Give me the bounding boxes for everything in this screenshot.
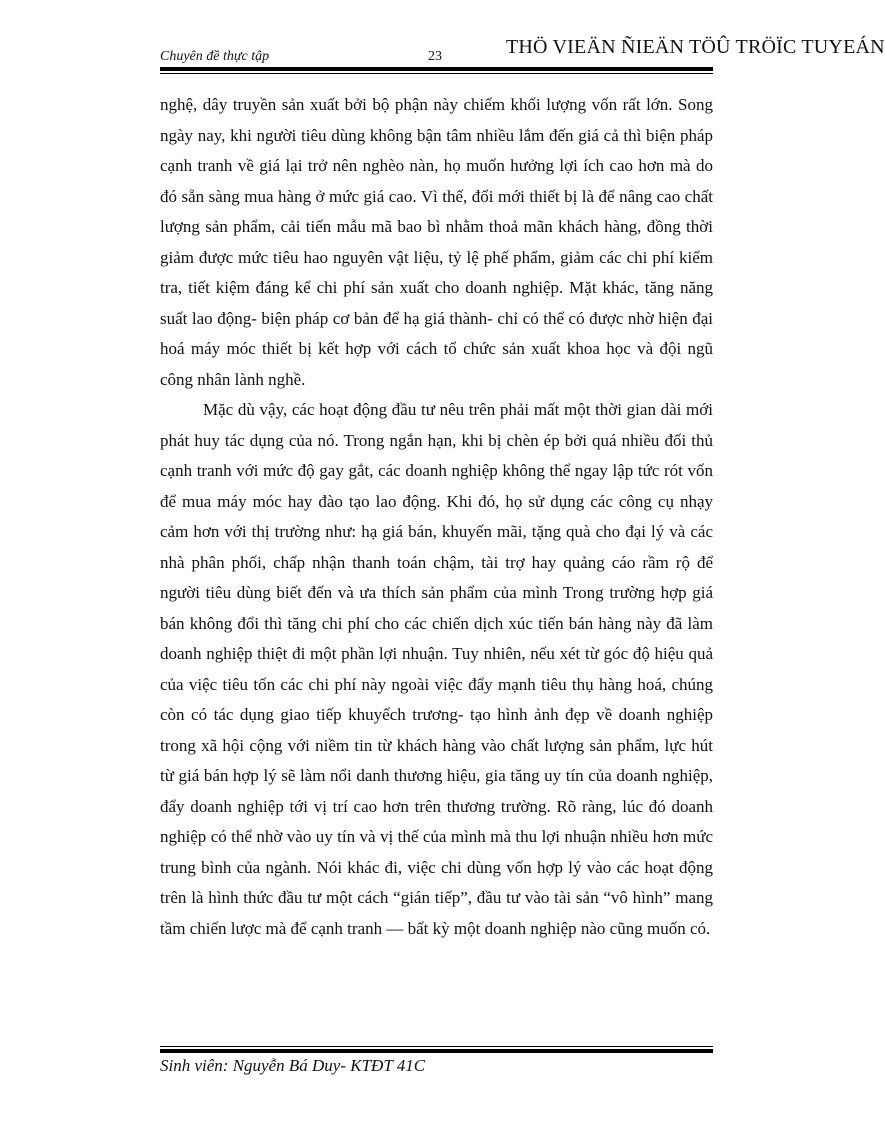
body-text (160, 90, 713, 944)
header-rule-thick (160, 67, 713, 71)
body-paragraph-2: Mặc dù vậy, các hoạt động đầu tư nêu trên phải mất một thời gian dài mới phát huy tác dụng của nó. Trong ngắn hạn, khi bị chèn ép bởi quá nhiều đối thủ cạnh tranh với mức độ gay gắt, các doanh nghiệp không thể ngay lập tức rót vốn để mua máy móc hay đào tạo lao động. Khi đó, họ sử dụng các công cụ nhạy cảm hơn với thị trường như: hạ giá bán, khuyến mãi, tặng quà cho đại lý và các nhà phân phối, chấp nhận thanh toán chậm, tài trợ hay quảng cáo rầm rộ để người tiêu dùng biết đến và ưa thích sản phẩm của mình Trong trường hợp giá bán không đổi thì tăng chi phí cho các chiến dịch xúc tiến bán hàng này đã làm doanh nghiệp thiệt đi một phần lợi nhuận. Tuy nhiên, nếu xét từ góc độ hiệu quả của việc tiêu tốn các chi phí này ngoài việc đẩy mạnh tiêu thụ hàng hoá, chúng còn có tác dụng giao tiếp khuyếch trương- tạo hình ảnh đẹp về doanh nghiệp trong xã hội cộng với niềm tin từ khách hàng vào chất lượng sản phẩm, lực hút từ giá bán hợp lý sẽ làm nổi danh thương hiệu, gia tăng uy tín của doanh nghiệp, đẩy doanh nghiệp tới vị trí cao hơn trên thương trường. Rõ ràng, lúc đó doanh nghiệp có thể nhờ vào uy tín và vị thế của mình mà thu lợi nhuận nhiều hơn mức trung bình của ngành. Nói khác đi, việc chi dùng vốn hợp lý vào các hoạt động trên là hình thức đầu tư một cách “gián tiếp”, đầu tư vào tài sản “vô hình” mang tầm chiến lược mà để cạnh tranh — bất kỳ một doanh nghiệp nào cũng muốn có. (160, 400, 713, 938)
body-paragraph-1: nghệ, dây truyền sản xuất bởi bộ phận này chiếm khối lượng vốn rất lớn. Song ngày nay, khi người tiêu dùng không bận tâm nhiều lắm đến giá cả thì biện pháp cạnh tranh về giá lại trở nên nghèo nàn, họ muốn hưởng lợi ích cao hơn mà do đó sẵn sàng mua hàng ở mức giá cao. Vì thế, đổi mới thiết bị là để nâng cao chất lượng sản phẩm, cải tiến mẫu mã bao bì nhằm thoả mãn khách hàng, đồng thời giảm được mức tiêu hao nguyên vật liệu, tỷ lệ phế phẩm, giảm các chi phí kiểm tra, tiết kiệm đáng kể chi phí sản xuất cho doanh nghiệp. Mặt khác, tăng năng suất lao động- biện pháp cơ bản để hạ giá thành- chỉ có thể có được nhờ hiện đại hoá máy móc thiết bị kết hợp với cách tổ chức sản xuất khoa học và đội ngũ công nhân lành nghề. (160, 95, 713, 389)
header-library-banner: THÖ VIEÄN ÑIEÄN TÖÛ TRÖÏC TUYEÁN (506, 36, 885, 58)
header-rule-thin (160, 73, 713, 74)
footer-rule-thick (160, 1049, 713, 1053)
header-page-number: 23 (428, 49, 442, 64)
header-chapter-title: Chuyên đề thực tập (160, 49, 270, 64)
footer-author: Sinh viên: Nguyễn Bá Duy- KTĐT 41C (160, 1056, 426, 1075)
footer-rule-thin (160, 1046, 713, 1047)
